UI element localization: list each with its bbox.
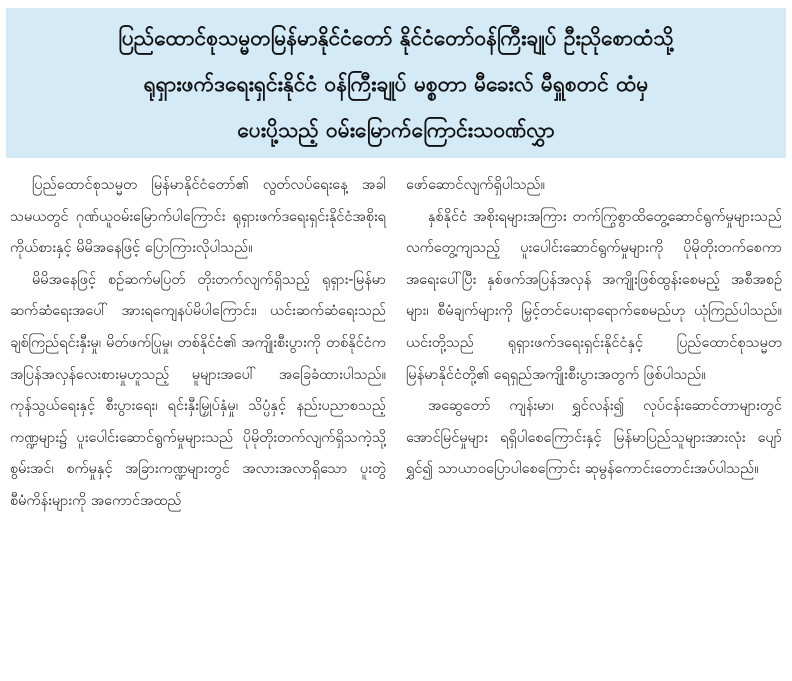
article-right-column	[406, 170, 782, 518]
headline-box	[6, 8, 786, 158]
headline-line-3: ပေးပို့သည့် ဝမ်းမြောက်ကြောင်းသဝဏ်လွှာ	[237, 118, 555, 142]
article-paragraph: နှစ်နိုင်ငံ အစိုးရများအကြား တက်ကြွစွာထိတွေ့ဆောင်ရွက်မှုများသည် လက်တွေ့ကျသည့် ပူးပေါင်းဆောင်ရွက်မှုများကို ပိုမိုတိုးတက်စေကာ အရေးပေါ်ပြီး နှစ်ဖက်အပြန်အလှန် အကျိုးဖြစ်ထွန်းစေမည့် အစီအစဉ်များ၊ စီမံချက်များကို မြှင့်တင်ပေးရာရောက်စေမည်ဟု ယုံကြည်ပါသည်။ ယင်းတို့သည် ရုရှားဖက်ဒရေးရှင်းနိုင်ငံနှင့် ပြည်ထောင်စုသမ္မတ မြန်မာနိုင်ငံတို့၏ ရေရှည်အကျိုးစီးပွားအတွက် ဖြစ်ပါသည်။	[406, 208, 782, 383]
article-paragraph: အဆွေတော် ကျန်းမာ၊ ရွှင်လန်း၍ လုပ်ငန်းဆောင်တာများတွင် အောင်မြင်မှုများ ရရှိပါစေကြောင်းနှင့် မြန်မာပြည်သူများအားလုံး ပျော်ရွှင်၍ သာယာဝပြောပါစေကြောင်း ဆုမွန်ကောင်းတောင်းအပ်ပါသည်။	[406, 398, 782, 478]
headline-line-2: ရုရှားဖက်ဒရေးရှင်းနိုင်ငံ ဝန်ကြီးချုပ် မစ္စတာ မီခေးလ် မီရှူစတင် ထံမှ	[143, 72, 649, 96]
article-paragraph: ပြည်ထောင်စုသမ္မတ မြန်မာနိုင်ငံတော်၏ လွတ်လပ်ရေးနေ့ အခါသမယတွင် ဂုဏ်ယူဝမ်းမြောက်ပါကြောင်း ရုရှားဖက်ဒရေးရှင်းနိုင်ငံအစိုးရကိုယ်စားနှင့် မိမိအနေဖြင့် ပြောကြားလိုပါသည်။	[10, 177, 386, 257]
article-paragraph: မိမိအနေဖြင့် စဉ်ဆက်မပြတ် တိုးတက်လျက်ရှိသည့် ရုရှား-မြန်မာ ဆက်ဆံရေးအပေါ် အားရကျေနပ်မိပါကြောင်း၊ ယင်းဆက်ဆံရေးသည် ချစ်ကြည်ရင်းနှီးမှု၊ မိတ်ဖက်ပြုမှု၊ တစ်နိုင်ငံ၏ အကျိုးစီးပွားကို တစ်နိုင်ငံက အပြန်အလှန်လေးစားမှုဟူသည့် မူများအပေါ် အခြေခံထားပါသည်။ ကုန်သွယ်ရေးနှင့် စီးပွားရေး၊ ရင်းနှီးမြှုပ်နှံမှု၊ သိပ္ပံနှင့် နည်းပညာစသည့်ကဏ္ဍများ၌ ပူးပေါင်းဆောင်ရွက်မှုများသည် ပိုမိုတိုးတက်လျက်ရှိသကဲ့သို့ စွမ်းအင်၊ စက်မှုနှင့် အခြားကဏ္ဍများတွင် အလားအလာရှိသော ပူးတွဲစီမံကိန်းများကို အကောင်အထည်	[10, 271, 386, 509]
headline-line-1: ပြည်ထောင်စုသမ္မတမြန်မာနိုင်ငံတော် နိုင်ငံတော်ဝန်ကြီးချုပ် ဦးညိုစောထံသို့	[118, 26, 674, 50]
article-paragraph-continued: ဖော်ဆောင်လျက်ရှိပါသည်။	[406, 177, 546, 193]
article-left-column	[10, 170, 386, 518]
article-body	[6, 170, 786, 518]
